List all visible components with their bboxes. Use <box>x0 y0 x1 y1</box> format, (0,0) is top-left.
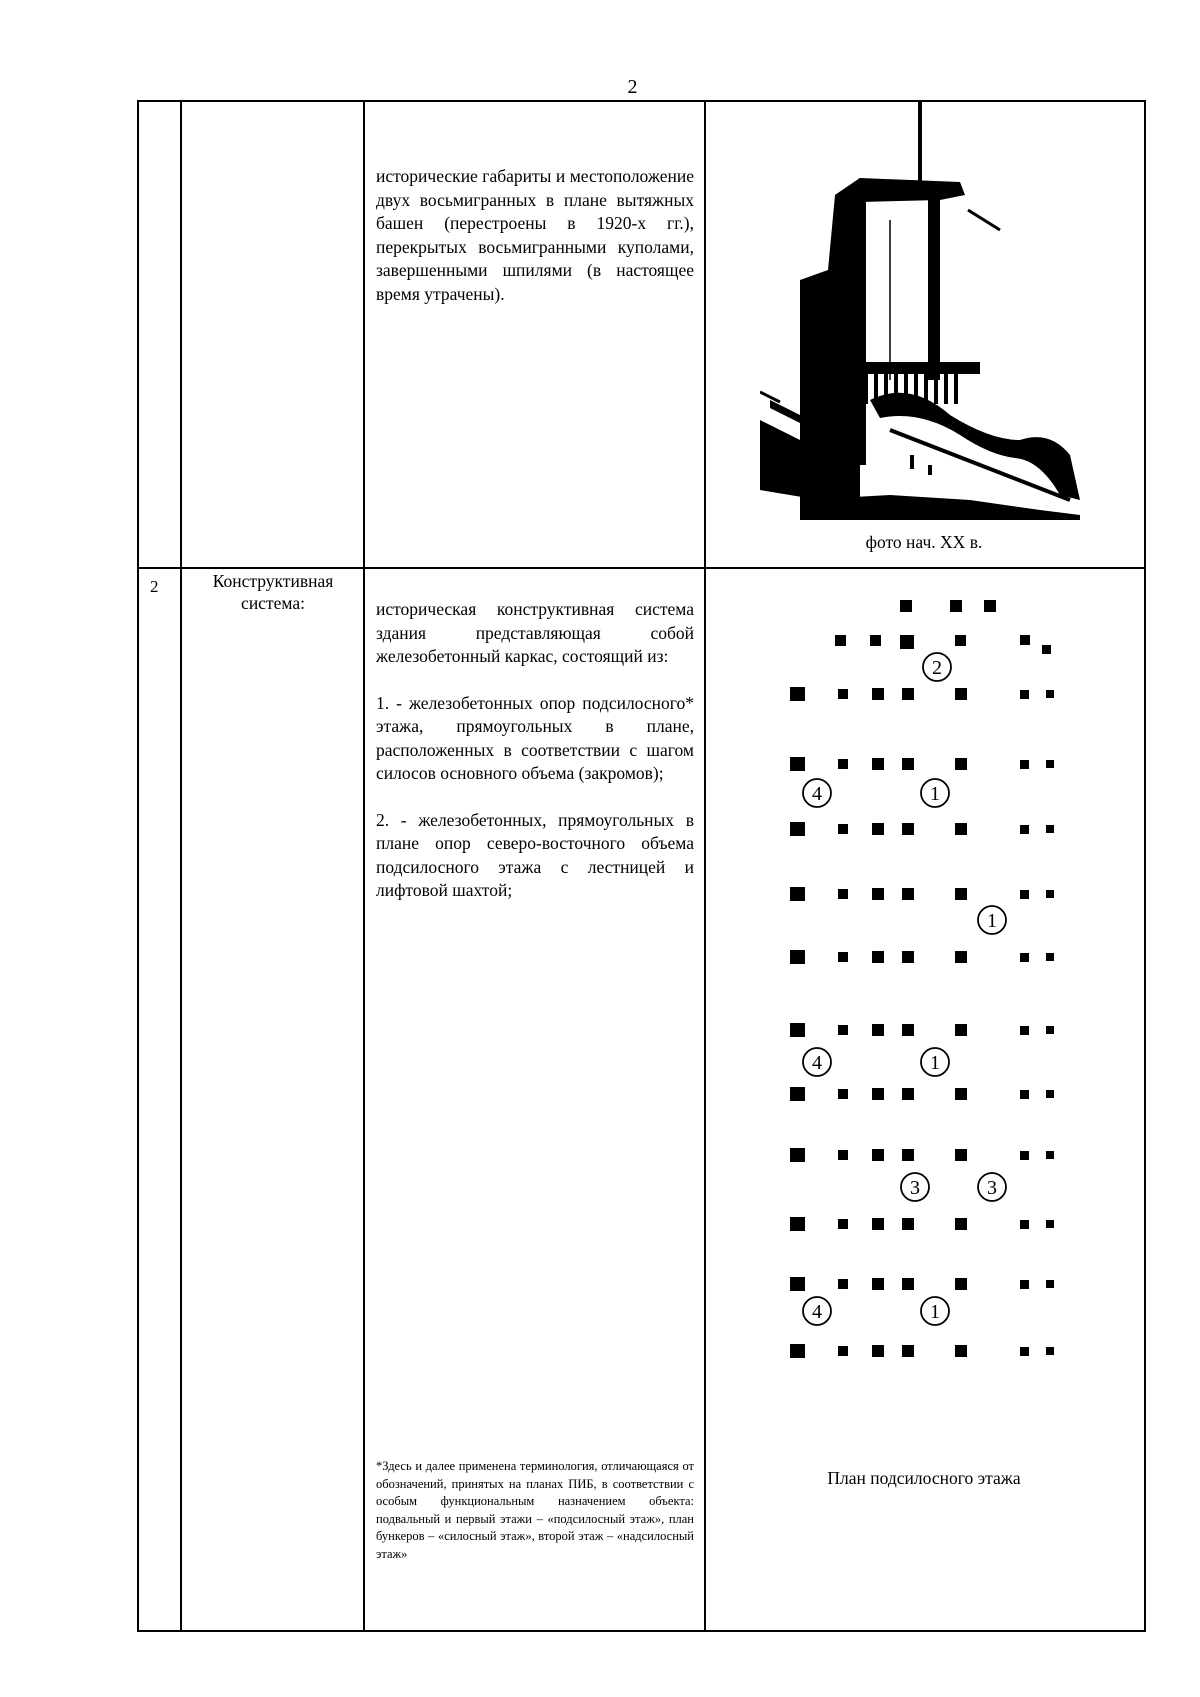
footnote: *Здесь и далее применена терминология, отличающаяся от обозначений, принятых на планах ПИБ, в соответствии с особым функциональным назначением объекта: подвальный и первый этажи – «подсилосный этаж», план бункеров – «силосный этаж», второй этаж – «надсилосный этаж» <box>376 1459 694 1561</box>
feature-name: Конструктивная система: <box>212 571 334 613</box>
col-divider-2 <box>363 100 365 1632</box>
column-markers <box>790 600 1054 1358</box>
intro-text: историческая конструктивная система здания представляющая собой железобетонный каркас, состоящий из: <box>376 599 694 666</box>
zone-label: 2 <box>932 657 942 679</box>
col-divider-1 <box>180 100 182 1632</box>
page-number: 2 <box>627 76 638 98</box>
zone-label: 1 <box>930 783 940 805</box>
row1-description: исторические габариты и местоположение двух восьмигранных в плане вытяжных башен (перестроены в 1920-х гг.), перекрытых восьмигранными куполами, завершенными шпилями (в настоящее время утрачены). <box>376 166 694 304</box>
plan-caption: План подсилосного этажа <box>827 1468 1021 1488</box>
floor-plan-diagram <box>780 590 1080 1470</box>
zone-label: 1 <box>930 1052 940 1074</box>
item-2: 2. - железобетонных, прямоугольных в плане опор северо-восточного объема подсилосного этажа с лестницей и лифтовой шахтой; <box>376 809 694 900</box>
zone-label: 3 <box>910 1177 920 1199</box>
zone-label: 3 <box>987 1177 997 1199</box>
historical-photo <box>760 100 1090 520</box>
table-border-right <box>1144 100 1146 1632</box>
zone-label: 1 <box>930 1301 940 1323</box>
zone-label: 4 <box>812 783 822 805</box>
zone-label: 1 <box>987 910 997 932</box>
table-border-bottom <box>137 1630 1146 1632</box>
row-divider <box>137 567 1146 569</box>
col-divider-3 <box>704 100 706 1632</box>
row-number: 2 <box>150 577 159 596</box>
zone-label: 4 <box>812 1301 822 1323</box>
row2-description <box>376 598 694 926</box>
photo-caption: фото нач. XX в. <box>865 532 983 552</box>
item-1: 1. - железобетонных опор подсилосного* этажа, прямоугольных в плане, расположенных в соответствии с шагом силосов основного объема (закромов); <box>376 692 694 783</box>
table-border-left <box>137 100 139 1632</box>
zone-label: 4 <box>812 1052 822 1074</box>
